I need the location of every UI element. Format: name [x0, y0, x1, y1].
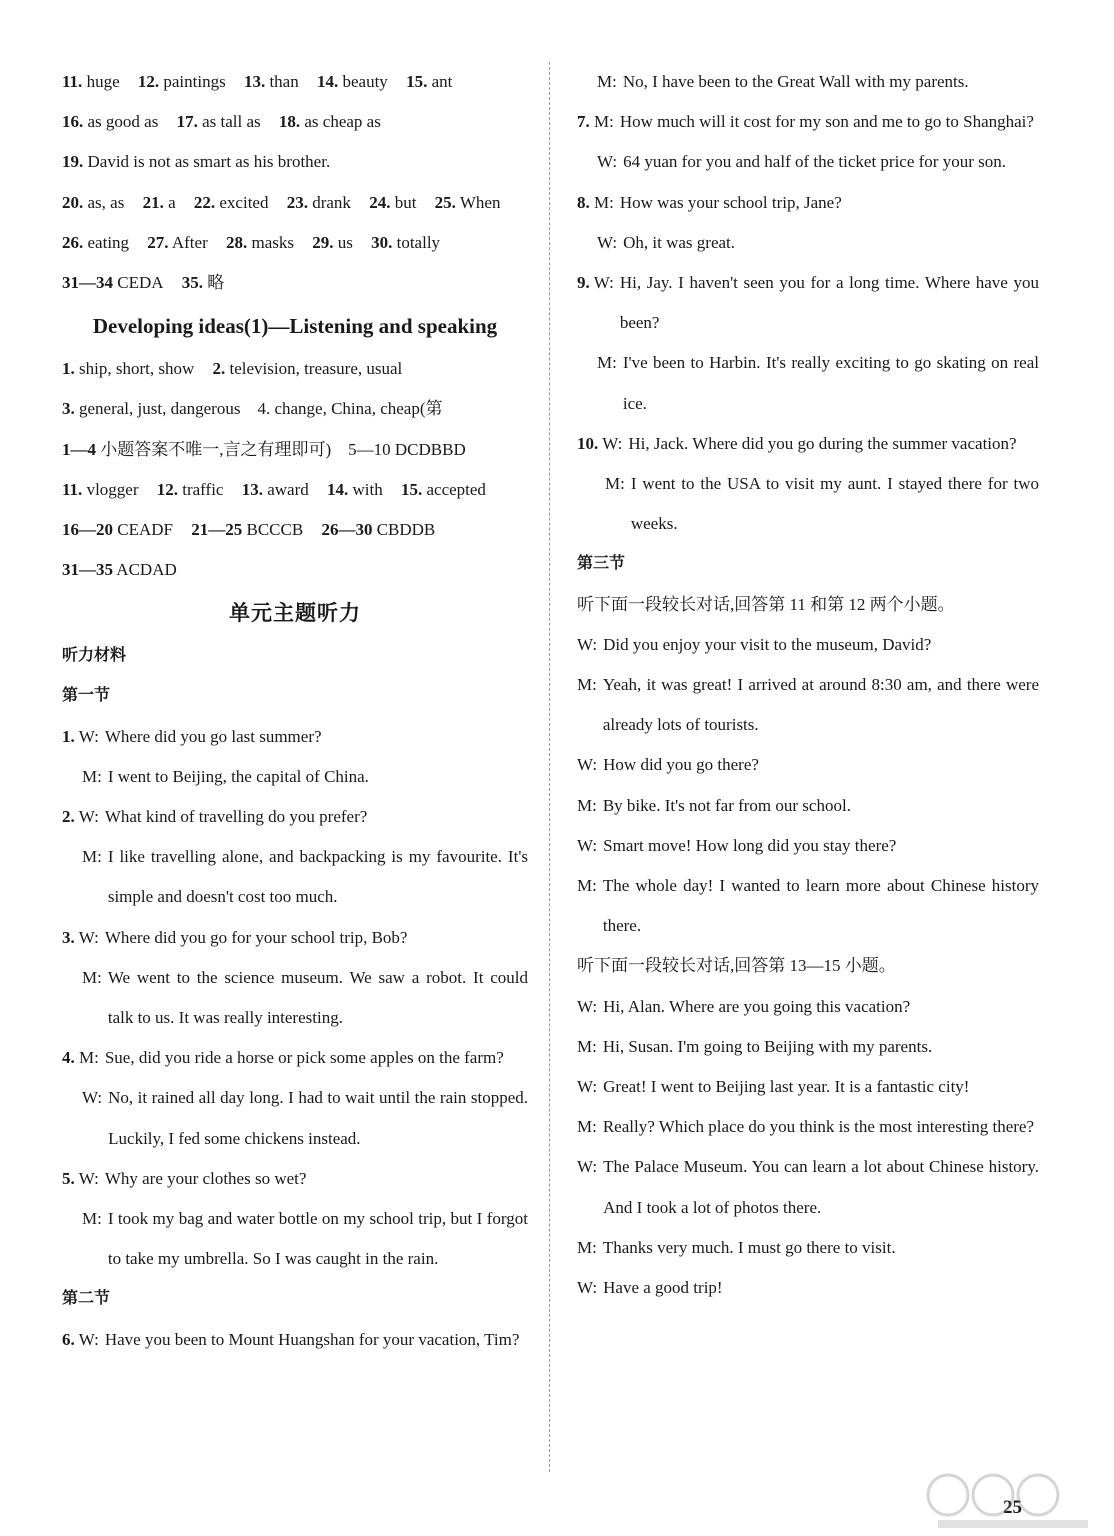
- dialogue-line: [577, 223, 1039, 263]
- dialogue-line: [577, 263, 1039, 343]
- part-3-label: 第三节: [577, 555, 626, 573]
- answer-line: 31—35 ACDAD: [62, 560, 177, 580]
- speaker: W:: [577, 835, 598, 855]
- dialogue-line: [62, 717, 528, 757]
- dialogue-list-left: [62, 717, 528, 1280]
- answer-item: 28. masks: [225, 232, 294, 252]
- answer-item: 17. as tall as: [176, 112, 261, 132]
- dialogue-line: [577, 665, 1039, 745]
- utterance: I went to Beijing, the capital of China.: [107, 766, 369, 786]
- listening-heading: 单元主题听力: [229, 601, 361, 626]
- dialogue-13-15: [577, 987, 1039, 1309]
- answer-item: 26—30 CBDDB: [321, 519, 436, 539]
- utterance: Great! I went to Beijing last year. It is a fantastic city!: [603, 1077, 970, 1097]
- dialogue-line: [577, 464, 1039, 544]
- speaker: M:: [82, 1209, 102, 1229]
- speaker: 5. W:: [62, 1168, 99, 1188]
- answer-line: [62, 510, 528, 550]
- speaker: M:: [577, 1237, 597, 1257]
- dialogue-list-right: [577, 62, 1039, 544]
- answer-line: [62, 349, 528, 389]
- answer-row-2: [62, 102, 528, 142]
- answer-item: 12. paintings: [137, 72, 226, 91]
- utterance: 64 yuan for you and half of the ticket price for your son.: [623, 152, 1006, 172]
- dialogue-line: [577, 1107, 1039, 1147]
- utterance: Smart move! How long did you stay there?: [603, 835, 897, 855]
- answer-line: 3. general, just, dangerous 4. change, China, cheap(第: [62, 399, 443, 419]
- utterance: We went to the science museum. We saw a robot. It could talk to us. It was really interesting.: [107, 967, 528, 1028]
- dialogue-line: [577, 786, 1039, 826]
- utterance: I've been to Harbin. It's really exciting to go skating on real ice.: [622, 353, 1039, 413]
- answer-row-4: [62, 183, 528, 223]
- utterance: Yeah, it was great! I arrived at around 8:30 am, and there were already lots of tourists.: [602, 675, 1039, 735]
- dialogue-line: [577, 866, 1039, 946]
- utterance: Did you enjoy your visit to the museum, David?: [603, 634, 932, 654]
- answer-item: 21—25 BCCCB: [191, 519, 304, 539]
- right-column: [577, 62, 1039, 1308]
- speaker: W:: [577, 1157, 598, 1177]
- answer-row-1: [62, 62, 528, 102]
- utterance: How much will it cost for my son and me to go to Shanghai?: [619, 112, 1034, 132]
- answer-item: 11. huge: [62, 72, 120, 91]
- speaker: M:: [82, 847, 102, 867]
- utterance: The Palace Museum. You can learn a lot about Chinese history. And I took a lot of photos there.: [603, 1157, 1039, 1217]
- speaker: 3. W:: [62, 927, 99, 947]
- dialogue-line: [62, 757, 528, 797]
- speaker: 2. W:: [62, 807, 99, 827]
- utterance: No, I have been to the Great Wall with my parents.: [622, 72, 969, 91]
- dialogue-line: [62, 1078, 528, 1158]
- answer-item: 29. us: [312, 232, 353, 252]
- utterance: How did you go there?: [603, 755, 759, 775]
- answer-item: 14. with: [327, 479, 383, 499]
- utterance: Where did you go last summer?: [104, 726, 322, 746]
- answer-item: 16—20 CEADF: [62, 519, 173, 539]
- utterance: Hi, Jack. Where did you go during the summer vacation?: [628, 433, 1017, 453]
- dialogue-line: [62, 1159, 528, 1199]
- speaker: M:: [605, 474, 625, 494]
- utterance: Where did you go for your school trip, Bob?: [104, 927, 408, 947]
- answer-item: 25. When: [434, 192, 501, 212]
- speaker: 6. W:: [62, 1329, 99, 1349]
- answer-item: 13. than: [243, 72, 299, 91]
- speaker: 4. M:: [62, 1048, 99, 1068]
- watermark-logo: [918, 1470, 1108, 1530]
- speaker: M:: [597, 353, 617, 373]
- dialogue-line: [577, 183, 1039, 223]
- answer-row-6: [62, 263, 528, 303]
- column-divider: [549, 62, 550, 1472]
- dialogue-line: [62, 837, 528, 917]
- answer-item: 20. as, as: [62, 192, 125, 212]
- answer-item: 13. award: [241, 479, 309, 499]
- utterance: Have a good trip!: [603, 1278, 723, 1298]
- utterance: Oh, it was great.: [623, 232, 736, 252]
- utterance: How was your school trip, Jane?: [619, 192, 842, 212]
- section-heading: Developing ideas(1)—Listening and speaking: [92, 314, 498, 339]
- dialogue-line: [577, 62, 1039, 102]
- utterance: Have you been to Mount Huangshan for your vacation, Tim?: [104, 1329, 520, 1349]
- answer-line: [62, 470, 528, 510]
- utterance: What kind of travelling do you prefer?: [104, 807, 368, 827]
- answer-line: 1—4 小题答案不唯一,言之有理即可) 5—10 DCDBBD: [62, 439, 466, 459]
- speaker: M:: [597, 72, 617, 91]
- utterance: Sue, did you ride a horse or pick some apples on the farm?: [104, 1048, 504, 1068]
- speaker: 7. M:: [577, 112, 614, 132]
- dialogue-line: [577, 1027, 1039, 1067]
- utterance: Hi, Jay. I haven't seen you for a long time. Where have you been?: [619, 273, 1039, 333]
- utterance: Really? Which place do you think is the most interesting there?: [602, 1117, 1035, 1137]
- dialogue-line: [577, 1067, 1039, 1107]
- dialogue-line: [62, 1038, 528, 1078]
- speaker: M:: [577, 675, 597, 695]
- page-number: 25: [1003, 1497, 1022, 1518]
- dialogue-line: [62, 1199, 528, 1279]
- speaker: M:: [82, 967, 102, 987]
- answer-item: 23. drank: [286, 192, 351, 212]
- answer-item: 35. 略: [181, 272, 225, 292]
- dialogue-line: [62, 958, 528, 1038]
- instruction: 听下面一段较长对话,回答第 11 和第 12 两个小题。: [577, 594, 955, 614]
- speaker: M:: [82, 766, 102, 786]
- speaker: 10. W:: [577, 433, 623, 453]
- answer-item: 14. beauty: [316, 72, 388, 91]
- answer-item: 2. television, treasure, usual: [212, 359, 403, 379]
- answer-item: 15. ant: [406, 72, 453, 91]
- speaker: M:: [577, 876, 597, 896]
- utterance: No, it rained all day long. I had to wait until the rain stopped. Luckily, I fed some chickens instead.: [108, 1088, 528, 1148]
- answer-row-3: 19. David is not as smart as his brother.: [62, 152, 331, 172]
- speaker: 9. W:: [577, 273, 614, 293]
- dialogue-line: [577, 343, 1039, 423]
- dialogue-line: [62, 1320, 528, 1360]
- answer-item: 24. but: [369, 192, 417, 212]
- speaker: M:: [577, 795, 597, 815]
- speaker: W:: [597, 152, 618, 172]
- speaker: W:: [597, 232, 618, 252]
- answer-item: 11. vlogger: [62, 479, 139, 499]
- dialogue-line: [577, 424, 1039, 464]
- utterance: Thanks very much. I must go there to visit.: [602, 1237, 896, 1257]
- answer-item: 30. totally: [371, 232, 441, 252]
- answer-item: 22. excited: [193, 192, 269, 212]
- answer-item: 16. as good as: [62, 112, 159, 132]
- speaker: M:: [577, 1036, 597, 1056]
- answer-item: 26. eating: [62, 232, 130, 252]
- part-1-label: 第一节: [62, 687, 111, 705]
- answer-item: 12. traffic: [156, 479, 224, 499]
- part-2-label: 第二节: [62, 1290, 111, 1308]
- utterance: Hi, Alan. Where are you going this vacation?: [603, 996, 911, 1016]
- answer-item: 31—34 CEDA: [62, 272, 164, 292]
- speaker: W:: [577, 1278, 598, 1298]
- dialogue-line: [577, 987, 1039, 1027]
- dialogue-11-12: [577, 625, 1039, 947]
- dialogue-line: [577, 1228, 1039, 1268]
- speaker: W:: [577, 755, 598, 775]
- speaker: M:: [577, 1117, 597, 1137]
- dialogue-line: [577, 745, 1039, 785]
- speaker: W:: [577, 1077, 598, 1097]
- speaker: W:: [577, 634, 598, 654]
- instruction: 听下面一段较长对话,回答第 13—15 小题。: [577, 956, 896, 976]
- dialogue-line: [577, 1147, 1039, 1227]
- answer-item: 18. as cheap as: [278, 112, 381, 132]
- dialogue-line: [577, 102, 1039, 142]
- answer-item: 27. After: [147, 232, 208, 252]
- material-label: 听力材料: [62, 647, 127, 665]
- utterance: I took my bag and water bottle on my school trip, but I forgot to take my umbrella. So I was caught in the rain.: [107, 1209, 528, 1269]
- dialogue-line: [577, 826, 1039, 866]
- dialogue-line: [577, 625, 1039, 665]
- answer-item: 15. accepted: [400, 479, 486, 499]
- utterance: By bike. It's not far from our school.: [602, 795, 851, 815]
- dialogue-line: [62, 797, 528, 837]
- utterance: Hi, Susan. I'm going to Beijing with my parents.: [602, 1036, 933, 1056]
- speaker: W:: [577, 996, 598, 1016]
- utterance: I went to the USA to visit my aunt. I stayed there for two weeks.: [630, 474, 1039, 534]
- left-column: [62, 62, 528, 1360]
- dialogue-line: [577, 142, 1039, 182]
- speaker: 1. W:: [62, 726, 99, 746]
- dialogue-line: [577, 1268, 1039, 1308]
- speaker: 8. M:: [577, 192, 614, 212]
- answer-row-5: [62, 223, 528, 263]
- utterance: I like travelling alone, and backpacking is my favourite. It's simple and doesn't cost too much.: [107, 847, 528, 907]
- answer-item: 1. ship, short, show: [62, 359, 195, 379]
- speaker: W:: [82, 1088, 103, 1108]
- utterance: Why are your clothes so wet?: [104, 1168, 307, 1188]
- answer-item: 21. a: [142, 192, 176, 212]
- utterance: The whole day! I wanted to learn more about Chinese history there.: [602, 876, 1039, 936]
- dialogue-line: [62, 918, 528, 958]
